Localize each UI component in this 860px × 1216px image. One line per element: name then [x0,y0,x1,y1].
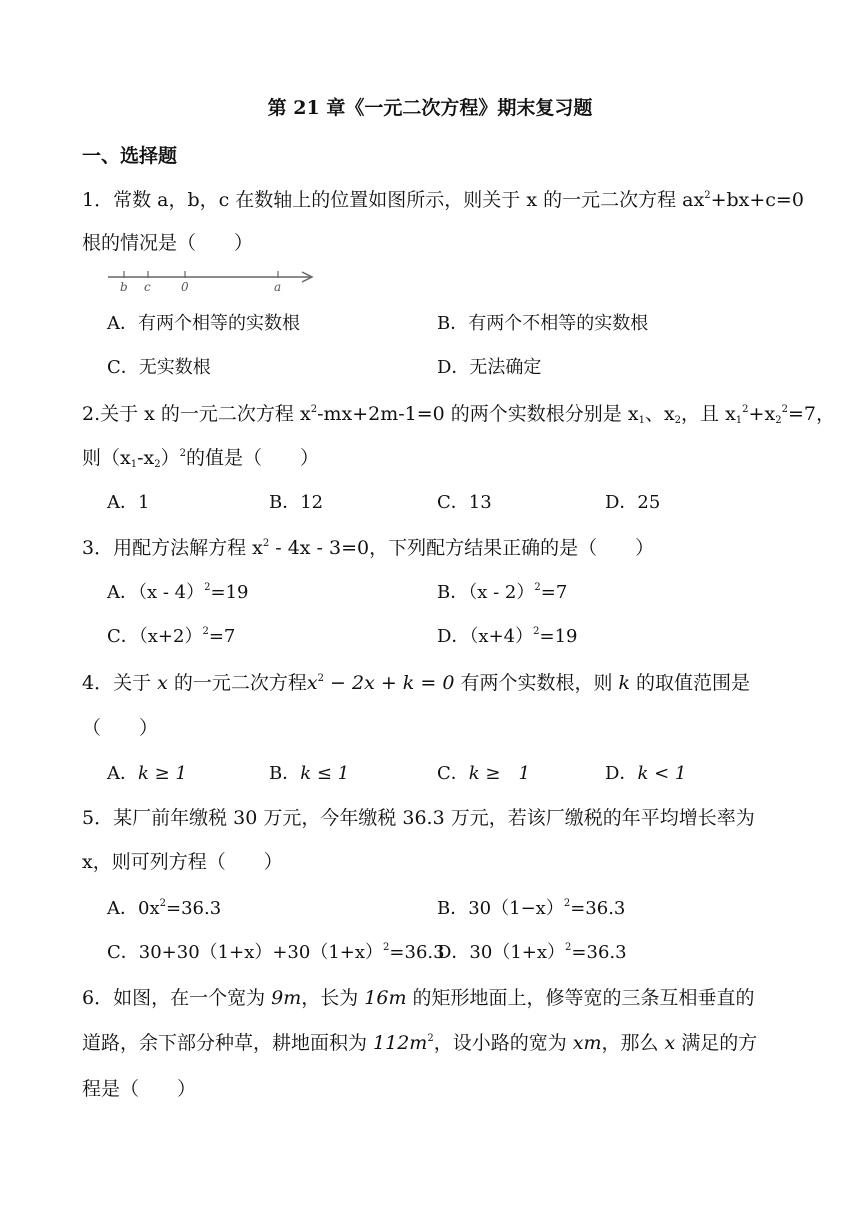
q3-a: 3．用配方法解方程 x [82,537,263,559]
q4-d-label: D． [605,763,638,784]
q4-eq2: − 2x + k = 0 [324,672,455,694]
q4-b-math: k ≤ 1 [300,763,350,784]
q4-option-d [605,762,686,786]
q2-option-c: C．13 [437,492,492,513]
q3-option-c [107,625,235,649]
q3-option-d [437,625,578,649]
q6-x: x [664,1032,676,1054]
q5-b-pre: B．30（1−x） [437,898,564,919]
q4-option-a [107,762,187,786]
section-heading: 一、选择题 [82,145,178,167]
q4-b-label: B． [269,763,301,784]
q1-option-c: C．无实数根 [107,357,211,378]
q4-c-label: C． [437,763,469,784]
q4-option-c [437,762,530,786]
question-5-line-2: x，则可列方程（ ） [82,851,283,873]
q2-sub2: 2 [674,415,682,426]
q6-l1c: 的矩形地面上，修等宽的三条互相垂直的 [406,987,755,1009]
question-1-line-2: 根的情况是（ ） [82,232,254,254]
q4-c: 有两个实数根，则 [454,672,619,694]
question-6-line-1 [82,986,755,1010]
q2-p2: -mx+2m-1=0 的两个实数根分别是 x [317,403,639,425]
q2-p1: 2.关于 x 的一元二次方程 x [82,403,311,425]
q2-l2d: 的值是（ ） [186,447,320,469]
q4-eq: x [306,672,318,694]
q2-sub1: 1 [638,415,645,426]
question-3-line-1 [82,536,654,560]
q5-c-pre: C．30+30（1+x）+30（1+x） [107,942,384,963]
question-2-line-2 [82,446,319,470]
q3-d-pre: D．（x+4） [437,626,534,647]
q4-a: 4．关于 [82,672,158,694]
q6-l1a: 6．如图，在一个宽为 [82,987,272,1009]
q5-d-pre: D．30（1+x） [437,942,566,963]
q1-text-b: +bx+c=0 [710,189,804,211]
question-6-line-3: 程是（ ） [82,1078,197,1100]
q5-option-b [437,897,625,921]
q5-d-post: =36.3 [571,942,627,963]
q1-option-a: A．有两个相等的实数根 [107,313,300,334]
q3-option-b [437,581,567,605]
q2-option-d: D．25 [605,492,661,513]
q4-option-b [269,762,349,786]
q3-d-sup: 2 [533,626,540,637]
q3-c-pre: C．（x+2） [107,626,203,647]
q2-sub4: 2 [775,415,782,426]
label-c: c [144,280,151,294]
q5-option-d [437,941,627,965]
q1-option-d: D．无法确定 [437,357,542,378]
q5-a-pre: A．0x [107,898,160,919]
q6-l2d: 满足的方 [675,1032,758,1054]
page-title: 第 21 章《一元二次方程》期末复习题 [267,97,593,119]
q2-l2sub1: 1 [130,459,138,470]
q5-c-post: =36.3 [389,942,445,963]
q5-option-a [107,897,221,921]
question-5-line-1: 5．某厂前年缴税 30 万元，今年缴税 36.3 万元，若该厂缴税的年平均增长率为 [82,807,755,829]
q6-l1b: ，长为 [301,987,365,1009]
q2-l2sub2: 2 [154,459,161,470]
q6-areasup: 2 [427,1033,434,1044]
q6-width: 9m [271,987,302,1009]
label-a: a [274,280,282,294]
q1-option-b: B．有两个不相等的实数根 [437,313,649,334]
q3-b-post: =7 [540,582,568,603]
q2-option-a: A．1 [107,492,150,513]
q3-option-a [107,581,249,605]
q3-b-pre: B．（x - 2） [437,582,535,603]
q3-c-post: =7 [208,626,236,647]
q5-a-sup: 2 [159,898,166,909]
q3-d-post: =19 [539,626,578,647]
q5-b-post: =36.3 [570,898,626,919]
q3-a-pre: A．（x - 4） [107,582,205,603]
q2-sub3: 1 [735,415,743,426]
q3-b: - 4x - 3=0，下列配方结果正确的是（ ） [269,537,655,559]
q3-sup: 2 [262,538,270,549]
q4-c-math: k ≥ 1 [468,763,530,784]
q6-l2b: ，设小路的宽为 [433,1032,573,1054]
q5-b-sup: 2 [563,898,571,909]
question-4-line-1 [82,671,750,695]
q2-p5: +x [748,403,776,425]
question-4-line-2: （ ） [82,717,159,739]
question-2-line-1 [82,402,835,426]
q6-l2c: ，那么 [601,1032,665,1054]
q2-l2a: 则（x [82,447,131,469]
question-1-line-1 [82,188,804,212]
q4-eqsup: 2 [317,673,324,684]
q3-a-post: =19 [210,582,249,603]
q3-a-sup: 2 [204,582,211,593]
q2-l2b: -x [137,447,155,469]
q6-area: 112m [373,1032,428,1054]
number-line-figure [106,266,318,294]
q3-b-sup: 2 [534,582,541,593]
q2-sup3: 2 [742,404,749,415]
q4-b: 的一元二次方程 [167,672,307,694]
q2-sup4: 2 [781,404,788,415]
q2-sup: 2 [310,404,318,415]
q2-option-b: B．12 [269,492,324,513]
q6-length: 16m [364,987,407,1009]
q5-option-c [107,941,445,965]
q1-text-a: 1．常数 a，b，c 在数轴上的位置如图所示，则关于 x 的一元二次方程 ax [82,189,705,211]
q5-d-sup: 2 [565,942,572,953]
q3-c-sup: 2 [202,626,209,637]
q2-p3: 、x [644,403,675,425]
q4-d: 的取值范围是 [630,672,751,694]
q5-c-sup: 2 [383,942,390,953]
q4-a-math: k ≥ 1 [138,763,187,784]
q2-l2c: ） [160,447,180,469]
question-6-line-2 [82,1031,757,1055]
q1-sup: 2 [704,190,711,201]
label-0: 0 [181,280,189,294]
q6-xm: xm [572,1032,602,1054]
q4-a-label: A． [107,763,138,784]
q4-k: k [618,672,631,694]
q2-p4: ，且 x [681,403,736,425]
q4-x: x [157,672,168,694]
q2-p6: =7， [787,403,835,425]
label-b: b [120,280,128,294]
q6-l2a: 道路，余下部分种草，耕地面积为 [82,1032,374,1054]
q4-d-math: k < 1 [637,763,687,784]
q5-a-post: =36.3 [165,898,222,919]
q2-l2sup: 2 [179,448,186,459]
